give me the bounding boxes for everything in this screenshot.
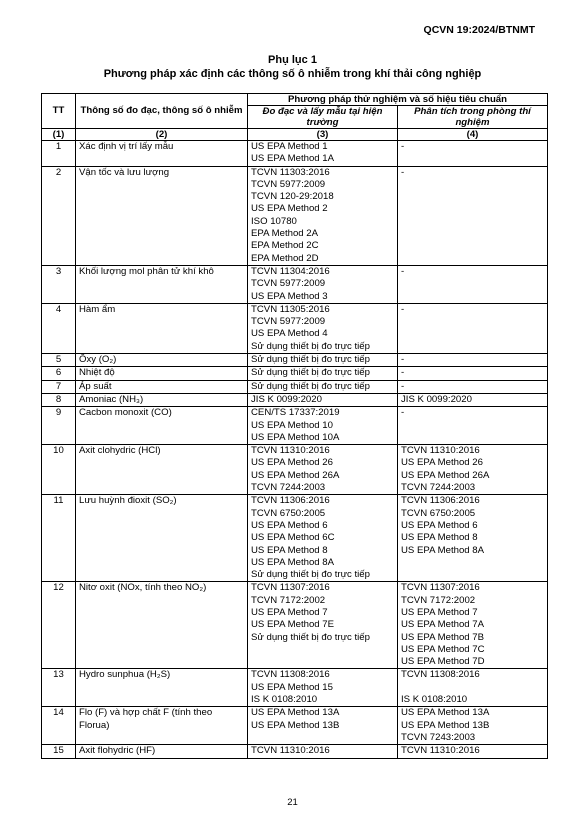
method-line: US EPA Method 7D	[401, 656, 485, 668]
parameter-name: Nitơ oxit (NOx, tính theo NO₂)	[76, 582, 248, 669]
row-number: 15	[42, 745, 76, 758]
field-methods-cell	[248, 745, 398, 758]
parameter-name: Áp suất	[76, 380, 248, 393]
method-line: EPA Method 2C	[251, 240, 319, 252]
field-methods-cell	[248, 393, 398, 406]
page-number: 21	[287, 797, 298, 808]
method-line: -	[401, 367, 405, 379]
method-line: IS K 0108:2010	[401, 694, 468, 706]
parameter-name: Cacbon monoxit (CO)	[76, 407, 248, 445]
row-number: 6	[42, 367, 76, 380]
parameter-name: Flo (F) và hợp chất F (tính theo Florua)	[76, 707, 248, 745]
lab-methods-cell	[398, 707, 548, 745]
table-row	[42, 669, 548, 707]
field-methods-cell	[248, 445, 398, 495]
method-line: US EPA Method 3	[251, 290, 328, 302]
method-line: -	[401, 303, 405, 315]
lab-methods-cell	[398, 303, 548, 353]
method-line: US EPA Method 1	[251, 141, 328, 152]
method-line: TCVN 120-29:2018	[251, 191, 334, 203]
method-line: US EPA Method 8	[401, 532, 478, 544]
lab-methods-cell	[398, 166, 548, 265]
lab-methods-cell	[398, 380, 548, 393]
lab-methods-cell	[398, 354, 548, 367]
method-line: US EPA Method 7B	[401, 631, 485, 643]
method-line: US EPA Method 4	[251, 328, 328, 340]
parameter-name: Nhiệt độ	[76, 367, 248, 380]
method-line: JIS K 0099:2020	[251, 393, 322, 405]
method-line: TCVN 11310:2016	[251, 745, 330, 757]
parameter-name: Hàm ẩm	[76, 303, 248, 353]
table-row	[42, 380, 548, 393]
row-number: 7	[42, 380, 76, 393]
method-line: US EPA Method 2	[251, 203, 328, 215]
table-row	[42, 393, 548, 406]
column-number: (1)	[42, 129, 76, 141]
field-methods-cell	[248, 669, 398, 707]
method-line: Sử dụng thiết bị đo trực tiếp	[251, 354, 370, 366]
parameter-name: Khối lượng mol phân tử khí khô	[76, 265, 248, 303]
table-body	[42, 141, 548, 759]
table-row	[42, 407, 548, 445]
methods-table	[41, 93, 548, 759]
lab-methods-cell	[398, 367, 548, 380]
column-number: (3)	[248, 129, 398, 141]
method-line: TCVN 11306:2016	[401, 495, 480, 507]
method-line: TCVN 11303:2016	[251, 166, 330, 178]
header-field-sampling: Đo đạc và lấy mẫu tại hiện trường	[248, 106, 398, 129]
table-row	[42, 141, 548, 167]
field-methods-cell	[248, 166, 398, 265]
method-line: US EPA Method 26	[401, 457, 483, 469]
lab-methods-cell	[398, 669, 548, 707]
row-number: 3	[42, 265, 76, 303]
row-number: 2	[42, 166, 76, 265]
method-line: Sử dụng thiết bị đo trực tiếp	[251, 380, 370, 392]
parameter-name: Lưu huỳnh đioxit (SO₂)	[76, 495, 248, 582]
method-line: TCVN 11308:2016	[401, 669, 480, 681]
method-line: US EPA Method 7C	[401, 643, 485, 655]
method-line: ISO 10780	[251, 215, 297, 227]
appendix-subtitle: Phương pháp xác định các thông số ô nhiễm trong khí thải công nghiệp	[103, 68, 482, 80]
method-line: TCVN 7172:2002	[251, 594, 326, 606]
method-line: TCVN 11310:2016	[251, 445, 330, 457]
row-number: 1	[42, 141, 76, 167]
lab-methods-cell	[398, 407, 548, 445]
method-line: TCVN 11307:2016	[251, 582, 330, 594]
method-line: US EPA Method 7	[251, 606, 328, 618]
field-methods-cell	[248, 582, 398, 669]
parameter-name: Axit flohydric (HF)	[76, 745, 248, 758]
column-number-row	[42, 129, 548, 141]
field-methods-cell	[248, 407, 398, 445]
lab-methods-cell	[398, 141, 548, 167]
method-line: TCVN 11306:2016	[251, 495, 330, 507]
row-number: 8	[42, 393, 76, 406]
method-line: CEN/TS 17337:2019	[251, 407, 340, 419]
method-line: US EPA Method 1A	[251, 153, 335, 165]
header-tt: TT	[42, 94, 76, 129]
table-row	[42, 495, 548, 582]
method-line: US EPA Method 13A	[251, 707, 340, 719]
table-row	[42, 303, 548, 353]
row-number: 11	[42, 495, 76, 582]
field-methods-cell	[248, 707, 398, 745]
table-row	[42, 265, 548, 303]
method-line: TCVN 11310:2016	[401, 445, 480, 457]
table-row	[42, 166, 548, 265]
parameter-name: Hydro sunphua (H₂S)	[76, 669, 248, 707]
lab-methods-cell	[398, 582, 548, 669]
method-line: TCVN 7244:2003	[251, 482, 326, 494]
field-methods-cell	[248, 380, 398, 393]
method-line: TCVN 11305:2016	[251, 303, 330, 315]
table-row	[42, 582, 548, 669]
parameter-name: Ôxy (O₂)	[76, 354, 248, 367]
field-methods-cell	[248, 303, 398, 353]
field-methods-cell	[248, 367, 398, 380]
method-line: US EPA Method 7	[401, 606, 478, 618]
parameter-name: Xác định vị trí lấy mẫu	[76, 141, 248, 167]
method-line: TCVN 7172:2002	[401, 594, 476, 606]
method-line: TCVN 6750:2005	[401, 507, 476, 519]
table-row	[42, 354, 548, 367]
table-row	[42, 745, 548, 758]
field-methods-cell	[248, 495, 398, 582]
method-line: US EPA Method 8	[251, 544, 328, 556]
method-line: TCVN 7243:2003	[401, 731, 476, 743]
method-line: TCVN 11304:2016	[251, 265, 330, 277]
method-line	[401, 682, 544, 694]
row-number: 4	[42, 303, 76, 353]
parameter-name: Amoniac (NH₃)	[76, 393, 248, 406]
row-number: 10	[42, 445, 76, 495]
method-line: IS K 0108:2010	[251, 694, 318, 706]
row-number: 13	[42, 669, 76, 707]
method-line: -	[401, 166, 405, 178]
method-line: TCVN 6750:2005	[251, 507, 326, 519]
method-line: EPA Method 2A	[251, 228, 319, 240]
table-row	[42, 445, 548, 495]
table-row	[42, 367, 548, 380]
method-line: TCVN 5977:2009	[251, 278, 326, 290]
method-line: -	[401, 380, 405, 392]
row-number: 12	[42, 582, 76, 669]
method-line: -	[401, 141, 405, 152]
lab-methods-cell	[398, 265, 548, 303]
row-number: 5	[42, 354, 76, 367]
column-number: (4)	[398, 129, 548, 141]
method-line: US EPA Method 7E	[251, 619, 335, 631]
method-line: Sử dụng thiết bị đo trực tiếp	[251, 340, 370, 352]
column-number: (2)	[76, 129, 248, 141]
method-line: US EPA Method 13B	[251, 719, 340, 731]
method-line: US EPA Method 8A	[251, 556, 335, 568]
method-line: US EPA Method 13B	[401, 719, 490, 731]
method-line: US EPA Method 13A	[401, 707, 490, 719]
method-line: -	[401, 354, 405, 366]
field-methods-cell	[248, 354, 398, 367]
field-methods-cell	[248, 265, 398, 303]
parameter-name: Vận tốc và lưu lượng	[76, 166, 248, 265]
method-line: TCVN 11307:2016	[401, 582, 480, 594]
method-line: TCVN 7244:2003	[401, 482, 476, 494]
parameter-name: Axit clohydric (HCl)	[76, 445, 248, 495]
method-line: US EPA Method 10	[251, 419, 333, 431]
document-code: QCVN 19:2024/BTNMT	[423, 24, 535, 36]
table-row	[42, 707, 548, 745]
method-line: US EPA Method 26A	[401, 469, 490, 481]
header-lab-analysis: Phân tích trong phòng thí nghiệm	[398, 106, 548, 129]
method-line: US EPA Method 6C	[251, 532, 335, 544]
method-line: TCVN 5977:2009	[251, 178, 326, 190]
method-line: US EPA Method 6	[251, 519, 328, 531]
method-line: Sử dụng thiết bị đo trực tiếp	[251, 569, 370, 581]
row-number: 9	[42, 407, 76, 445]
header-methods: Phương pháp thử nghiệm và số hiệu tiêu chuẩn	[248, 94, 548, 106]
method-line: US EPA Method 15	[251, 681, 333, 693]
lab-methods-cell	[398, 445, 548, 495]
method-line: -	[401, 265, 405, 277]
method-line: EPA Method 2D	[251, 252, 319, 264]
field-methods-cell	[248, 141, 398, 167]
appendix-title: Phụ lục 1	[268, 54, 317, 66]
method-line: US EPA Method 6	[401, 519, 478, 531]
method-line: TCVN 11310:2016	[401, 745, 480, 757]
method-line: Sử dụng thiết bị đo trực tiếp	[251, 367, 370, 379]
method-line: -	[401, 407, 405, 419]
header-parameter: Thông số đo đạc, thông số ô nhiễm	[76, 94, 248, 129]
lab-methods-cell	[398, 745, 548, 758]
row-number: 14	[42, 707, 76, 745]
method-line: US EPA Method 26A	[251, 469, 340, 481]
method-line: TCVN 11308:2016	[251, 669, 330, 681]
lab-methods-cell	[398, 495, 548, 582]
method-line: JIS K 0099:2020	[401, 393, 472, 405]
method-line: Sử dụng thiết bị đo trực tiếp	[251, 631, 370, 643]
method-line: US EPA Method 26	[251, 457, 333, 469]
lab-methods-cell	[398, 393, 548, 406]
method-line: US EPA Method 10A	[251, 431, 340, 443]
method-line: US EPA Method 7A	[401, 619, 485, 631]
method-line: TCVN 5977:2009	[251, 316, 326, 328]
method-line: US EPA Method 8A	[401, 544, 485, 556]
